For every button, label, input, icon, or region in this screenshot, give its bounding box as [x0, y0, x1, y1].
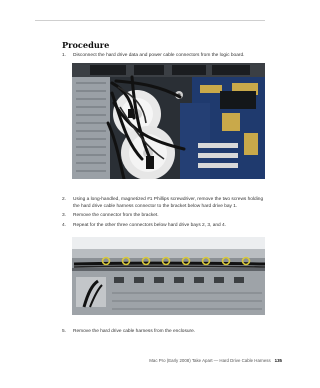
footer-title: Mac Pro (Early 2008) Take Apart — Hard Drive Cable Harness	[149, 358, 271, 363]
step-text: Using a long-handled, magnetized #1 Phillips screwdriver, remove the two screws holding the hard drive cable harness connector to the bracket below hard drive bay 1.	[73, 197, 264, 209]
section-heading: Procedure	[62, 40, 110, 50]
drive-bay-connectors-photo	[72, 237, 265, 315]
step-text: Repeat for the other three connectors below hard drive bays 2, 3, and 4.	[73, 223, 227, 228]
step-number: 4.	[62, 223, 67, 228]
step-number: 1.	[62, 53, 67, 58]
header-divider	[35, 20, 265, 21]
step-text: Remove the hard drive cable harness from the enclosure.	[73, 329, 196, 334]
page-number: 135	[274, 358, 282, 363]
logic-board-photo	[72, 63, 265, 179]
step-text: Disconnect the hard drive data and power cable connectors from the logic board.	[73, 53, 245, 58]
step-number: 2.	[62, 197, 67, 202]
step-text: Remove the connector from the bracket.	[73, 213, 159, 218]
page-footer	[100, 358, 282, 363]
step-number: 3.	[62, 213, 67, 218]
step-number: 5.	[62, 329, 67, 334]
